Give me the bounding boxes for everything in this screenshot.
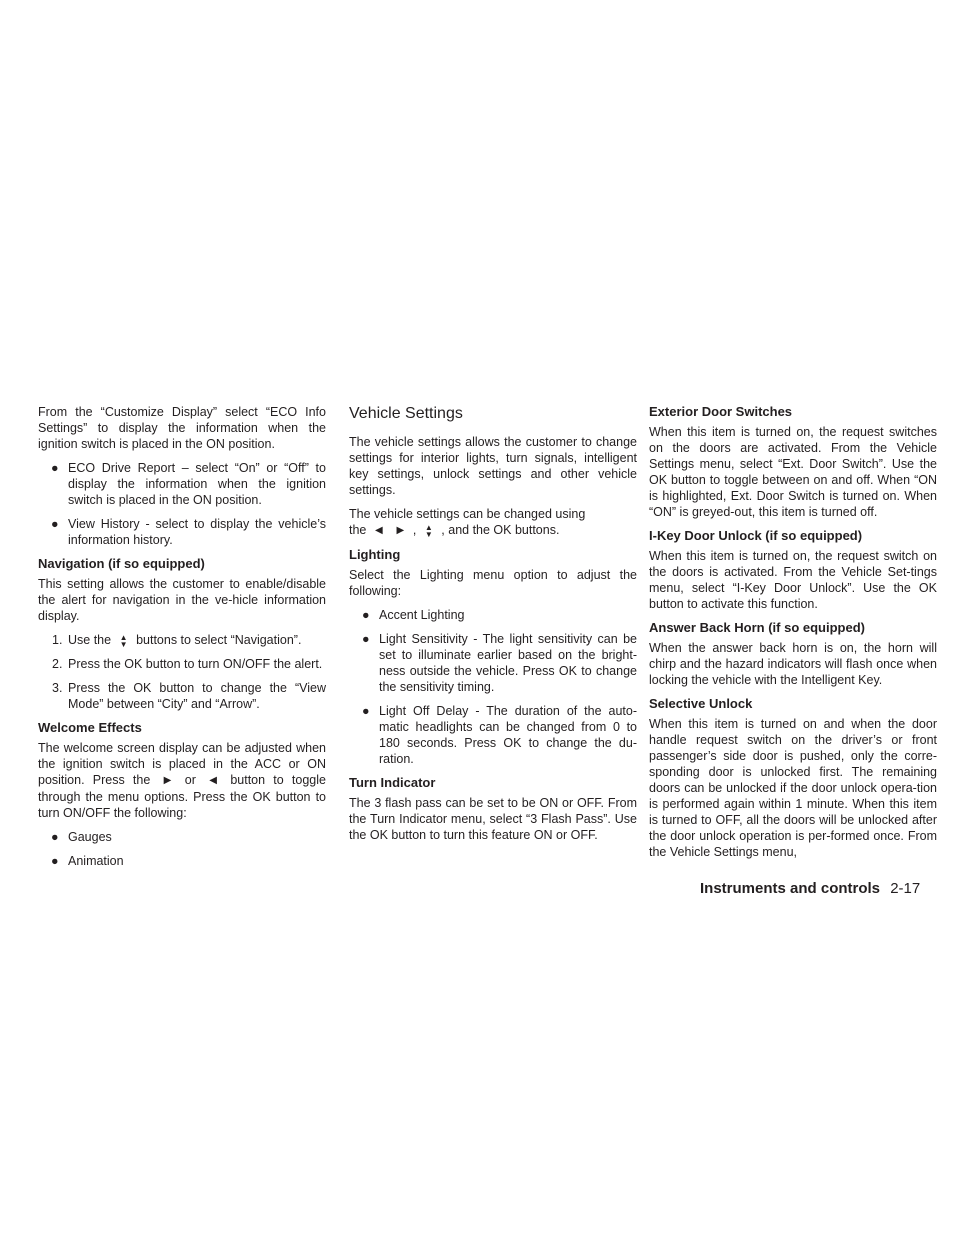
- column-2: [349, 404, 637, 851]
- bullet-text: Light Off Delay - The duration of the auto-matic headlights can be changed from 0 to 180 seconds. Press OK to change the du-ration.: [379, 703, 637, 766]
- ikey-heading: I-Key Door Unlock (if so equipped): [649, 528, 863, 543]
- bullet-dot: ●: [51, 517, 59, 531]
- step-text: Press the OK button to turn ON/OFF the alert.: [68, 657, 323, 671]
- selective-unlock-paragraph: When this item is turned on and when the door handle request switch on the driver’s or front passenger’s side door is pushed, only the corre-sponding door is unlocked first. The remaining doors can be unlocked if the door unlock opera-tion is performed again within 1 minute. When this item is turned to OFF, all the doors will be unlocked after the door unlock operation is per-formed once. From the Vehicle Settings menu,: [649, 717, 937, 859]
- bullet-item: [349, 703, 637, 767]
- bullet-item: [349, 631, 637, 695]
- vehicle-settings-paragraph: The vehicle settings allows the customer to change settings for interior lights, turn signals, intelligent key settings, unlock settings and other vehicle settings.: [349, 435, 637, 497]
- step-number: 2.: [52, 657, 63, 671]
- ikey-paragraph: When this item is turned on, the request switch on the doors is activated. From the Vehicle Set-tings menu, select “I-Key Door Unlock”. Use the OK button to activate this function.: [649, 549, 937, 611]
- welcome-text-2: button to toggle through the menu options. Press the OK button to turn ON/OFF the following:: [38, 773, 326, 820]
- buttons-text-pre: the: [349, 523, 367, 537]
- bullet-dot: ●: [51, 461, 59, 475]
- step-number: 3.: [52, 681, 63, 695]
- page-footer: [700, 880, 924, 897]
- bullet-item: [349, 607, 637, 623]
- bullet-item: [38, 516, 326, 548]
- bullet-item: [38, 460, 326, 508]
- buttons-text: The vehicle settings can be changed using: [349, 507, 586, 521]
- answer-back-horn-paragraph: When the answer back horn is on, the horn will chirp and the hazard indicators will flash once when locking the vehicle with the Intelligent Key.: [649, 641, 937, 687]
- welcome-paragraph: [38, 740, 326, 821]
- right-arrow-icon: ▶: [396, 524, 405, 536]
- step-item: [38, 680, 326, 712]
- lighting-heading: Lighting: [349, 546, 401, 562]
- column-1: [38, 404, 326, 877]
- buttons-text-post: , and the OK buttons.: [441, 523, 560, 537]
- intro-paragraph: From the “Customize Display” select “ECO Info Settings” to display the information when the ignition switch is placed in the ON position.: [38, 405, 326, 451]
- bullet-item: [38, 829, 326, 845]
- left-arrow-icon: ◀: [209, 774, 217, 786]
- buttons-text-mid: ,: [412, 523, 417, 537]
- bullet-dot: ●: [51, 829, 59, 844]
- answer-back-horn-heading: Answer Back Horn (if so equipped): [649, 620, 865, 635]
- left-arrow-icon: ◀: [375, 524, 383, 536]
- bullet-dot: ●: [362, 607, 370, 622]
- section-title: Instruments and controls: [700, 880, 881, 897]
- bullet-text: Animation: [68, 853, 124, 868]
- turn-indicator-paragraph: The 3 flash pass can be set to be ON or OFF. From the Turn Indicator menu, select “3 Flash Pass”. Use the OK button to turn this feature ON or OFF.: [349, 795, 637, 842]
- bullet-text: Light Sensitivity - The light sensitivity can be set to illuminate earlier based on the bright-ness outside the vehicle. Press OK to change the sensitivity timing.: [379, 631, 637, 694]
- welcome-heading: Welcome Effects: [38, 720, 142, 735]
- up-down-arrows-icon: ▲ ▼: [119, 632, 128, 649]
- turn-indicator-heading: Turn Indicator: [349, 774, 436, 790]
- navigation-heading: Navigation (if so equipped): [38, 556, 205, 571]
- vehicle-settings-heading: Vehicle Settings: [349, 405, 463, 422]
- bullet-text: View History - select to display the vehicle’s information history.: [68, 517, 326, 547]
- up-down-arrows-icon: ▲ ▼: [424, 522, 433, 539]
- step-item: [38, 632, 326, 648]
- welcome-or: or: [184, 773, 196, 787]
- exterior-door-heading: Exterior Door Switches: [649, 404, 793, 419]
- bullet-item: [38, 853, 326, 869]
- right-arrow-icon: ▶: [163, 774, 172, 786]
- bullet-dot: ●: [362, 631, 370, 646]
- step-number: 1.: [52, 633, 63, 647]
- bullet-dot: ●: [362, 703, 370, 718]
- column-3: [649, 404, 937, 868]
- welcome-text-1: The welcome screen display can be adjusted when the ignition switch is placed in the ACC or ON position. Press the: [38, 741, 326, 787]
- step-text-pre: Use the: [68, 633, 112, 647]
- page-number: 2-17: [890, 880, 921, 897]
- step-item: [38, 656, 326, 672]
- bullet-text: ECO Drive Report – select “On” or “Off” to display the information when the ignition switch is placed in the ON position.: [68, 461, 326, 507]
- lighting-paragraph: Select the Lighting menu option to adjust the following:: [349, 567, 637, 598]
- bullet-text: Accent Lighting: [379, 607, 465, 622]
- step-text: Press the OK button to change the “View Mode” between “City” and “Arrow”.: [68, 681, 326, 711]
- step-text-post: buttons to select “Navigation”.: [136, 633, 302, 647]
- selective-unlock-heading: Selective Unlock: [649, 696, 753, 711]
- bullet-text: Gauges: [68, 829, 112, 844]
- navigation-paragraph: This setting allows the customer to enable/disable the alert for navigation in the ve-hicle information display.: [38, 577, 326, 623]
- vehicle-settings-buttons-paragraph: [349, 506, 637, 539]
- bullet-dot: ●: [51, 853, 59, 868]
- exterior-door-paragraph: When this item is turned on, the request switches on the doors are activated. From the Vehicle Settings menu, select “Ext. Door Switch”. Use the OK button to toggle between on and off. When “ON is highlighted, Ext. Door Switch is turned on. When “ON” is greyed-out, this item is turned off.: [649, 425, 937, 519]
